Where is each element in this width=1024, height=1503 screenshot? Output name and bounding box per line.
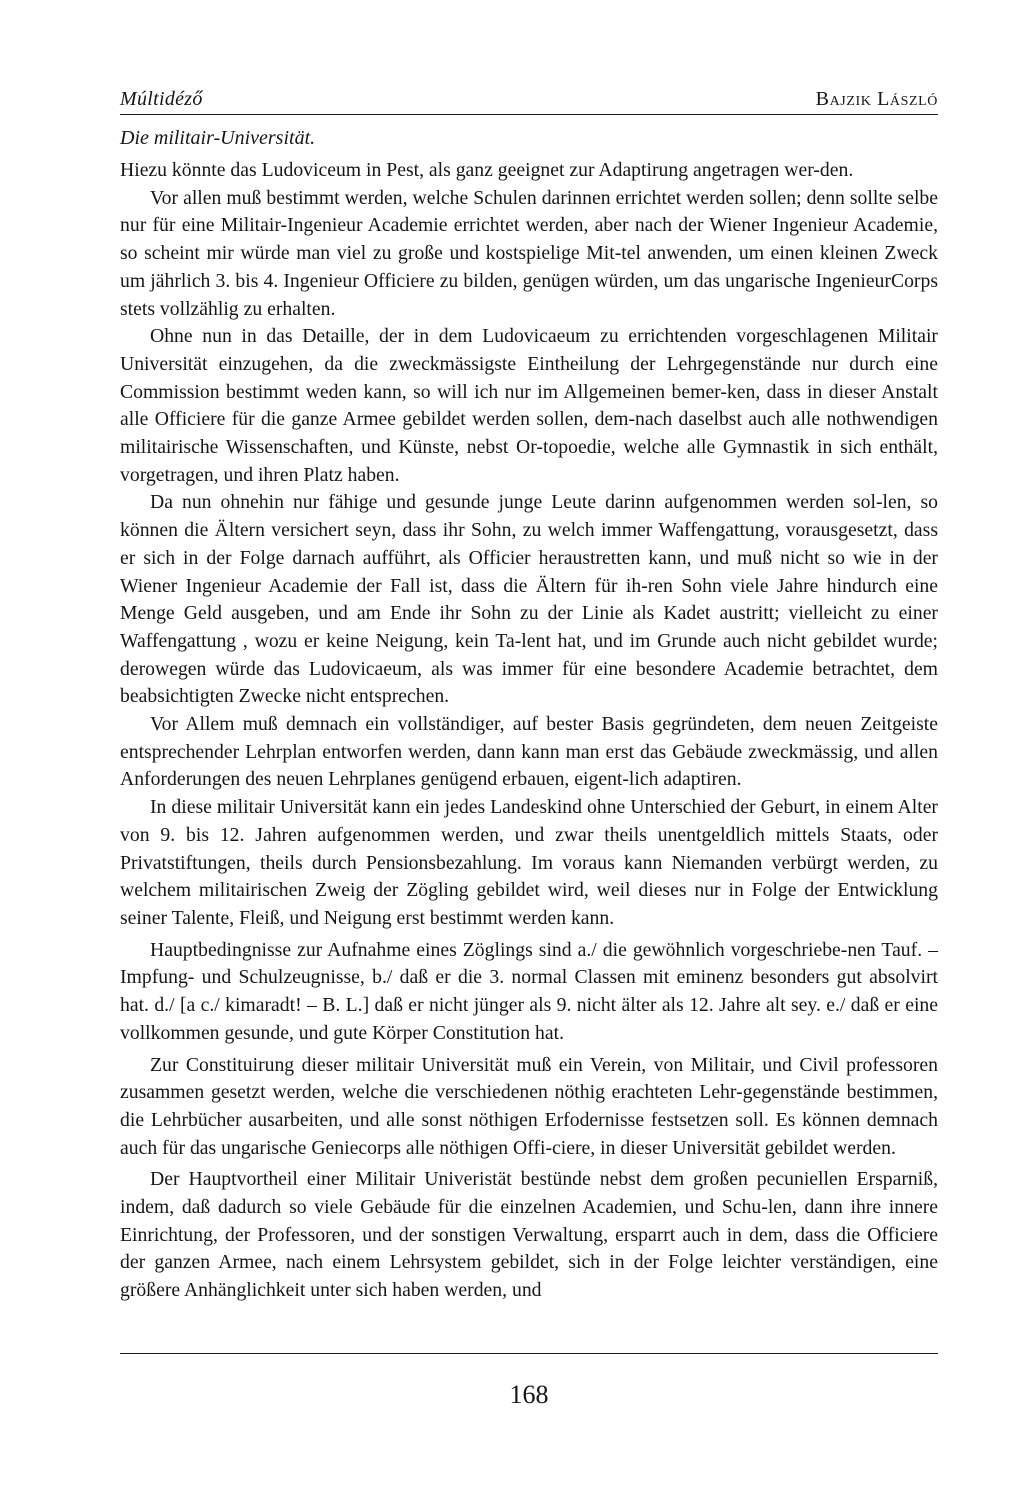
author-name: Bajzik László (815, 88, 938, 110)
section-title: Die militair-Universität. (120, 127, 316, 149)
paragraph-6: In diese militair Universität kann ein jedes Landeskind ohne Unterschied der Geburt, in einem Alter von 9. bis 12. Jahren aufgenommen werden, und zwar theils unentgeldlich mittels Staats, oder Privatstiftungen, theils durch Pensionsbezahlung. Im voraus kann Niemanden verbürgt werden, zu welchem militairischen Zweig der Zögling gebildet wird, weil dieses nur in Folge der Entwicklung seiner Talente, Fleiß, und Neigung erst bestimmt werden kann. (120, 796, 938, 929)
article-body (120, 124, 938, 1305)
page-number: 168 (509, 1380, 549, 1409)
paragraph-1: Hiezu könnte das Ludoviceum in Pest, als ganz geeignet zur Adaptirung angetragen wer-den. (120, 159, 854, 181)
paragraph-3: Ohne nun in das Detaille, der in dem Ludovicaeum zu errichtenden vorgeschlagenen Militair Universität einzugehen, da die zweckmässigste Eintheilung der Lehrgegenstände nur durch eine Commission bestimmt weden kann, so will ich nur im Allgemeinen bemer-ken, dass in dieser Anstalt alle Officiere für die ganze Armee gebildet werden sollen, dem-nach daselbst auch alle nothwendigen militairische Wissenschaften, und Künste, nebst Or-topoedie, welche alle Gymnastik in sich enthält, vorgetragen, und ihren Platz haben. (120, 325, 938, 486)
book-page (120, 0, 938, 1503)
footer-divider (120, 1353, 938, 1354)
paragraph-4: Da nun ohnehin nur fähige und gesunde junge Leute darinn aufgenommen werden sol-len, so können die Ältern versichert seyn, dass ihr Sohn, zu welch immer Waffengattung, vorausgesetzt, dass er sich in der Folge darnach aufführt, als Officier heraustretten kann, und muß nicht so wie in der Wiener Ingenieur Academie der Fall ist, dass die Ältern für ih-ren Sohn viele Jahre hindurch eine Menge Geld ausgeben, und am Ende ihr Sohn zu der Linie als Kadet austritt; vielleicht zu einer Waffengattung , wozu er keine Neigung, kein Ta-lent hat, und im Grunde auch nicht gebildet wurde; derowegen würde das Ludovicaeum, als was immer für eine besondere Academie betrachtet, dem beabsichtigten Zwecke nicht entsprechen. (120, 491, 938, 708)
paragraph-9: Der Hauptvortheil einer Militair Univeristät bestünde nebst dem großen pecuniellen Ersparniß, indem, daß dadurch so viele Gebäude für die einzelnen Academien, und Schu-len, dann ihre innere Einrichtung, der Professoren, und der sonstigen Verwaltung, ersparrt auch in dem, dass die Officiere der ganzen Armee, nach einem Lehrsystem gebildet, sich in der Folge leichter verständigen, eine größere Anhänglichkeit unter sich haben werden, und (120, 1168, 938, 1302)
paragraph-8: Zur Constituirung dieser militair Universität muß ein Verein, von Militair, und Civil professoren zusammen gesetzt werden, welche die verschiedenen nöthig erachteten Lehr-gegenstände bestimmen, die Lehrbücher ausarbeiten, und alle sonst nöthigen Erfodernisse festsetzen soll. Es können demnach auch für das ungarische Geniecorps alle nöthigen Offi-ciere, in dieser Universität gebildet werden. (120, 1053, 938, 1159)
running-header (120, 82, 938, 115)
journal-title: Múltidéző (120, 88, 203, 110)
paragraph-7: Hauptbedingnisse zur Aufnahme eines Zöglings sind a./ die gewöhnlich vorgeschriebe-nen Tauf. – Impfung- und Schulzeugnisse, b./ daß er die 3. normal Classen mit eminenz besonders gut absolvirt hat. d./ [a c./ kimaradt! – B. L.] daß er nicht jünger als 9. nicht älter als 12. Jahre alt sey. e./ daß er eine vollkommen gesunde, und gute Körper Constitution hat. (120, 938, 938, 1044)
paragraph-5: Vor Allem muß demnach ein vollständiger, auf bester Basis gegründeten, dem neuen Zeitgeiste entsprechender Lehrplan entworfen werden, dann kann man erst das Gebäude zweckmässig, und allen Anforderungen des neuen Lehrplanes genügend erbauen, eigent-lich adaptiren. (120, 713, 938, 791)
paragraph-2: Vor allen muß bestimmt werden, welche Schulen darinnen errichtet werden sollen; denn sollte selbe nur für eine Militair-Ingenieur Academie errichtet werden, aber nach der Wiener Ingenieur Academie, so scheint mir würde man viel zu große und kostspielige Mit-tel anwenden, um einen kleinen Zweck um jährlich 3. bis 4. Ingenieur Officiere zu bilden, genügen würden, um das ungarische IngenieurCorps stets vollzählig zu erhalten. (120, 186, 938, 320)
